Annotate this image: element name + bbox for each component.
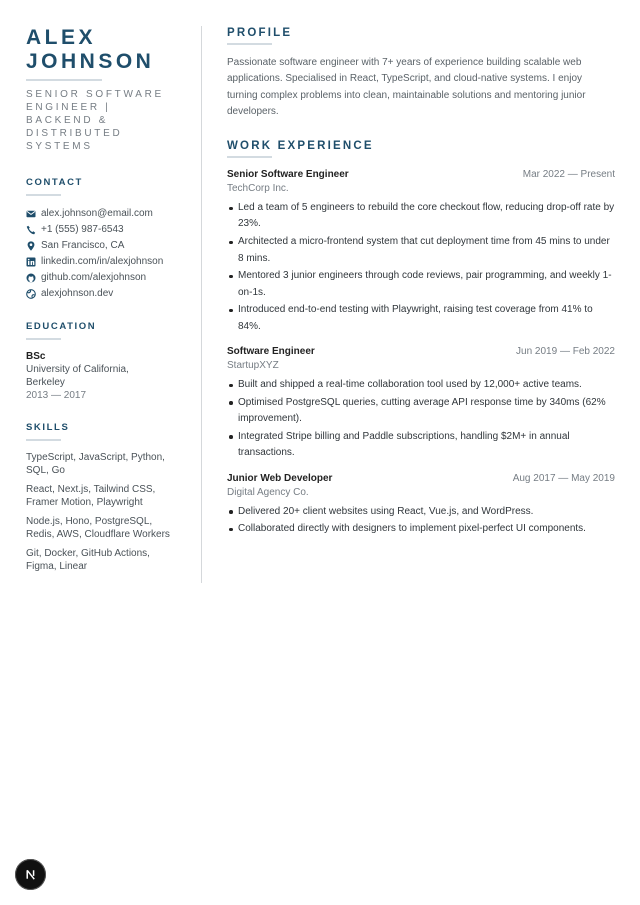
job-bullet: Built and shipped a real-time collaboration tool used by 12,000+ active teams. [227, 377, 615, 393]
education-degree: BSc [26, 351, 46, 362]
job-bullet: Architected a micro-frontend system that cut deployment time from 45 mins to under 8 mins. [227, 234, 615, 267]
contact-heading-rule [26, 194, 61, 196]
contact-list [26, 206, 186, 302]
skill-group [26, 515, 186, 541]
main-content [227, 26, 615, 548]
skill-group-line: Figma, Linear [26, 561, 88, 572]
job-bullets [227, 377, 615, 461]
job-entry [227, 472, 615, 538]
name-line-last: JOHNSON [26, 50, 155, 73]
job-dates: Aug 2017 — May 2019 [512, 472, 615, 484]
job-title-line: BACKEND & [26, 115, 109, 126]
job-dates: Mar 2022 — Present [522, 169, 615, 181]
location-pin-icon [26, 241, 36, 251]
skill-group-line: TypeScript, JavaScript, Python, [26, 452, 165, 463]
job-role: Junior Web Developer [227, 472, 333, 484]
nextjs-devtools-button[interactable] [15, 859, 46, 890]
contact-email-text: alex.johnson@email.com [41, 208, 153, 219]
contact-phone-text: +1 (555) 987-6543 [41, 224, 124, 235]
education-school [26, 363, 186, 389]
contact-linkedin[interactable] [26, 254, 186, 270]
skill-group [26, 547, 186, 573]
work-experience-heading: WORK EXPERIENCE [227, 140, 374, 153]
contact-phone[interactable] [26, 222, 186, 238]
profile-section [227, 26, 615, 120]
linkedin-icon [26, 257, 36, 267]
job-header [227, 472, 615, 486]
skills-section [26, 422, 186, 573]
job-bullet: Delivered 20+ client websites using React, Vue.js, and WordPress. [227, 504, 615, 520]
skill-group [26, 483, 186, 509]
job-header [227, 345, 615, 359]
skill-group [26, 451, 186, 477]
job-bullet: Mentored 3 junior engineers through code reviews, pair programming, and weekly 1-on-1s. [227, 268, 615, 301]
education-school-line: Berkeley [26, 377, 65, 388]
job-company: Digital Agency Co. [227, 486, 309, 498]
mail-icon [26, 209, 36, 219]
skills-heading-rule [26, 439, 61, 441]
contact-location-text: San Francisco, CA [41, 240, 125, 251]
job-title-line: SYSTEMS [26, 141, 93, 152]
profile-summary: Passionate software engineer with 7+ years of experience building scalable web applications. Specialised in React, TypeScript, and cloud-native systems. I enjoy turning complex problems into clean, maintainable solutions and mentoring junior developers. [227, 57, 586, 117]
job-role: Senior Software Engineer [227, 169, 349, 181]
contact-github-text: github.com/alexjohnson [41, 272, 147, 283]
contact-website[interactable] [26, 286, 186, 302]
job-company: StartupXYZ [227, 360, 279, 372]
job-title-line: DISTRIBUTED [26, 128, 123, 139]
job-entry [227, 168, 615, 335]
contact-email[interactable] [26, 206, 186, 222]
job-bullets [227, 200, 615, 335]
contact-github[interactable] [26, 270, 186, 286]
skills-heading: SKILLS [26, 422, 70, 433]
phone-icon [26, 225, 36, 235]
job-title [26, 88, 186, 153]
column-divider [201, 26, 202, 583]
education-section [26, 321, 186, 402]
job-role: Software Engineer [227, 346, 315, 358]
contact-website-text: alexjohnson.dev [41, 288, 114, 299]
job-bullet: Led a team of 5 engineers to rebuild the core checkout flow, reducing drop-off rate by 23%. [227, 200, 615, 233]
profile-heading: PROFILE [227, 27, 293, 39]
contact-location [26, 238, 186, 254]
work-experience-heading-rule [227, 156, 272, 158]
skill-group-line: Framer Motion, Playwright [26, 497, 143, 508]
job-title-line: ENGINEER | [26, 102, 111, 113]
skill-group-line: React, Next.js, Tailwind CSS, [26, 484, 156, 495]
education-years: 2013 — 2017 [26, 390, 87, 401]
job-entry [227, 345, 615, 461]
job-dates: Jun 2019 — Feb 2022 [516, 346, 615, 358]
job-bullet: Optimised PostgreSQL queries, cutting average API response time by 340ms (62% improvement). [227, 395, 615, 428]
sidebar [26, 26, 186, 579]
candidate-name [26, 26, 186, 74]
job-bullets [227, 504, 615, 538]
skill-group-line: Git, Docker, GitHub Actions, [26, 548, 150, 559]
skill-group-line: SQL, Go [26, 465, 65, 476]
name-line-first: ALEX [26, 26, 97, 49]
job-header [227, 168, 615, 182]
job-company: TechCorp Inc. [227, 183, 289, 195]
education-heading-rule [26, 338, 61, 340]
profile-heading-rule [227, 43, 272, 45]
github-icon [26, 273, 36, 283]
contact-heading: CONTACT [26, 177, 83, 188]
job-bullet: Introduced end-to-end testing with Playwright, raising test coverage from 41% to 84%. [227, 302, 615, 335]
nextjs-logo-icon [23, 867, 38, 882]
job-bullet: Collaborated directly with designers to implement pixel-perfect UI components. [227, 521, 615, 537]
skill-group-line: Node.js, Hono, PostgreSQL, [26, 516, 153, 527]
globe-icon [26, 289, 36, 299]
education-heading: EDUCATION [26, 321, 97, 332]
work-experience-section [227, 139, 615, 537]
education-school-line: University of California, [26, 364, 129, 375]
contact-linkedin-text: linkedin.com/in/alexjohnson [41, 256, 164, 267]
skill-group-line: Redis, AWS, Cloudflare Workers [26, 529, 170, 540]
job-title-line: SENIOR SOFTWARE [26, 89, 164, 100]
name-underline [26, 79, 102, 81]
job-bullet: Integrated Stripe billing and Paddle subscriptions, handling $2M+ in annual transactions. [227, 429, 615, 462]
contact-section [26, 177, 186, 302]
